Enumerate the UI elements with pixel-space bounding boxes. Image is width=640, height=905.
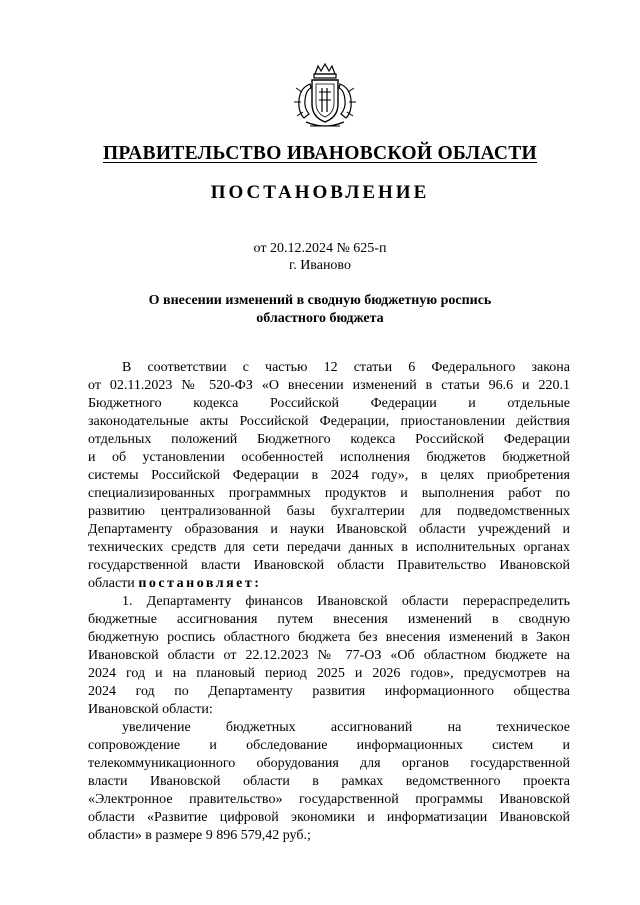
body-line: «Электронное правительство» государственной программы Ивановской — [88, 792, 570, 807]
date-and-number: от 20.12.2024 № 625-п — [253, 241, 387, 256]
body-line: области «Развитие цифровой экономики и информатизации Ивановской — [88, 810, 570, 825]
organization-title: ПРАВИТЕЛЬСТВО ИВАНОВСКОЙ ОБЛАСТИ — [102, 143, 538, 164]
body-line: бюджетные ассигнования путем внесения изменений в сводную — [88, 612, 570, 627]
coat-of-arms-icon — [290, 62, 360, 132]
resolves-word: постановляет: — [138, 576, 262, 591]
body-line: Ивановской области от 22.12.2023 № 77-ОЗ «Об областном бюджете на — [88, 648, 570, 663]
body-line: системы Российской Федерации в 2024 году», в целях приобретения — [88, 468, 570, 483]
body-line: технических средств для сети передачи данных в исполнительных органах — [88, 540, 570, 555]
subject-line: областного бюджета — [256, 311, 384, 326]
body-line: В соответствии с частью 12 статьи 6 Федерального закона — [122, 360, 570, 375]
subject-line: О внесении изменений в сводную бюджетную роспись — [148, 293, 492, 308]
body-line: сопровождение и обследование информационных систем и — [88, 738, 570, 753]
body-line: развитию централизованной базы бухгалтерии для подведомственных — [88, 504, 570, 519]
body-line: законодательные акты Российской Федерации, приостановлении действия — [88, 414, 570, 429]
body-line — [88, 575, 570, 593]
body-line: Ивановской области: — [88, 702, 213, 717]
document-meta — [0, 240, 640, 274]
body-line: Бюджетного кодекса Российской Федерации и отдельные — [88, 396, 570, 411]
resolves-prefix: области — [88, 576, 135, 591]
body-line: специализированных программных продуктов и выполнения работ по — [88, 486, 570, 501]
body-line: области» в размере 9 896 579,42 руб.; — [88, 828, 311, 843]
body-line: Департаменту образования и науки Ивановской области учреждений и — [88, 522, 570, 537]
body-line: 2024 год и на плановый период 2025 и 2026 годов», предусмотрев на — [88, 666, 570, 681]
body-line: и об установлении особенностей исполнения бюджетов бюджетной — [88, 450, 570, 465]
body-line: государственной власти Ивановской области Правительство Ивановской — [88, 558, 570, 573]
body-line: бюджетную роспись областного бюджета без внесения изменений в Закон — [88, 630, 570, 645]
body-line: отдельных положений Бюджетного кодекса Российской Федерации — [88, 432, 570, 447]
body-line: власти Ивановской области в рамках ведомственного проекта — [88, 774, 570, 789]
body-line: увеличение бюджетных ассигнований на техническое — [122, 720, 570, 735]
body-line: 2024 год по Департаменту развития информационного общества — [88, 684, 570, 699]
city: г. Иваново — [289, 258, 351, 273]
document-subject — [0, 292, 640, 328]
body-line: 1. Департаменту финансов Ивановской области перераспределить — [122, 594, 570, 609]
body-line: телекоммуникационного оборудования для органов государственной — [88, 756, 570, 771]
document-type-title: ПОСТАНОВЛЕНИЕ — [210, 182, 430, 203]
body-line: от 02.11.2023 № 520-ФЗ «О внесении изменений в статьи 96.6 и 220.1 — [88, 378, 570, 393]
